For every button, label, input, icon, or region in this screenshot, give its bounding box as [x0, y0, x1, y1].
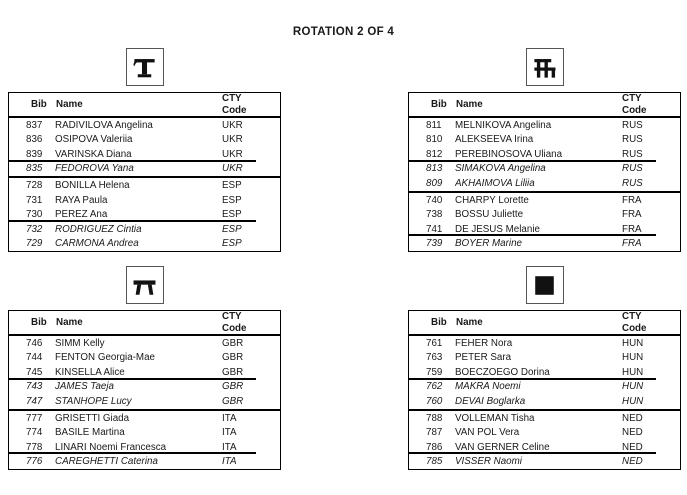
column-header-bib: Bib: [31, 317, 47, 328]
country-code: RUS: [622, 148, 643, 160]
country-code: ITA: [222, 427, 237, 439]
country-code: FRA: [622, 223, 642, 235]
table-row: [409, 454, 680, 469]
table-row: [409, 118, 680, 133]
table-row: [9, 133, 280, 148]
table-row: [9, 147, 280, 162]
table-row: [9, 162, 280, 177]
bib-number: 741: [426, 223, 443, 235]
gymnast-name: CAREGHETTI Caterina: [55, 456, 158, 468]
country-code: RUS: [622, 163, 643, 175]
bib-number: 788: [426, 412, 443, 424]
country-group: [9, 118, 280, 176]
country-code: FRA: [622, 238, 642, 250]
country-code: ESP: [222, 194, 242, 206]
gymnast-name: CARMONA Andrea: [55, 238, 139, 250]
gymnast-name: RADIVILOVA Angelina: [55, 119, 153, 131]
country-code: FRA: [622, 194, 642, 206]
gymnast-name: AKHAIMOVA Liliia: [455, 177, 535, 189]
uneven-bars-icon: [526, 48, 564, 86]
bib-number: 738: [426, 209, 443, 221]
table-row: [9, 351, 280, 366]
country-group: [409, 191, 680, 251]
gymnast-name: PEREZ Ana: [55, 209, 108, 221]
gymnast-name: BOSSU Juliette: [455, 209, 524, 221]
gymnast-name: JAMES Taeja: [55, 381, 114, 393]
table-row: [9, 178, 280, 193]
table-row: [409, 176, 680, 191]
page-title: ROTATION 2 OF 4: [292, 26, 395, 38]
country-code: HUN: [622, 352, 644, 364]
country-code: GBR: [222, 395, 244, 407]
gymnast-name: SIMM Kelly: [55, 337, 105, 349]
country-code: GBR: [222, 366, 244, 378]
start-list-table: [8, 92, 281, 252]
table-row: [9, 380, 280, 395]
table-row: [9, 193, 280, 208]
country-code: UKR: [222, 119, 243, 131]
table-header: [409, 93, 680, 118]
table-row: [409, 236, 680, 251]
bib-number: 760: [426, 395, 443, 407]
column-header-name: Name: [456, 99, 483, 110]
country-code: ITA: [222, 456, 237, 468]
column-header-bib: Bib: [431, 99, 447, 110]
gymnast-name: DEVAI Boglarka: [455, 395, 526, 407]
gymnast-name: VARINSKA Diana: [55, 148, 132, 160]
bib-number: 813: [426, 163, 443, 175]
table-row: [409, 394, 680, 409]
bib-number: 809: [426, 177, 443, 189]
bib-number: 732: [26, 223, 43, 235]
gymnast-name: FEDOROVA Yana: [55, 163, 134, 175]
bib-number: 777: [26, 412, 43, 424]
gymnast-name: VOLLEMAN Tisha: [455, 412, 535, 424]
column-header-bib: Bib: [431, 317, 447, 328]
gymnast-name: LINARI Noemi Francesca: [55, 441, 167, 453]
table-row: [9, 425, 280, 440]
gymnast-name: CHARPY Lorette: [455, 194, 529, 206]
country-code: ESP: [222, 209, 242, 221]
gymnast-name: STANHOPE Lucy: [55, 395, 132, 407]
country-code: UKR: [222, 163, 243, 175]
bib-number: 774: [26, 427, 43, 439]
table-row: [9, 118, 280, 133]
table-row: [9, 411, 280, 426]
bib-number: 763: [426, 352, 443, 364]
gymnast-name: GRISETTI Giada: [55, 412, 130, 424]
table-body: [9, 118, 280, 251]
gymnast-name: RODRIGUEZ Cintia: [55, 223, 142, 235]
start-list-table: [8, 310, 281, 470]
bib-number: 778: [26, 441, 43, 453]
country-code: UKR: [222, 134, 243, 146]
country-code: RUS: [622, 177, 643, 189]
gymnast-name: SIMAKOVA Angelina: [455, 163, 546, 175]
gymnast-name: MELNIKOVA Angelina: [455, 119, 552, 131]
column-header-cty: CTY Code: [222, 93, 247, 116]
section-balance-beam: [8, 266, 281, 470]
country-code: ITA: [222, 412, 237, 424]
country-group: [409, 118, 680, 191]
gymnast-name: VISSER Naomi: [455, 456, 522, 468]
balance-beam-icon: [126, 266, 164, 304]
apparatus-icon-wrap: [8, 48, 281, 86]
gymnast-name: BOYER Marine: [455, 238, 522, 250]
bib-number: 762: [426, 381, 443, 393]
country-code: HUN: [622, 395, 644, 407]
bib-number: 761: [426, 337, 443, 349]
bib-number: 729: [26, 238, 43, 250]
gymnast-name: MAKRA Noemi: [455, 381, 521, 393]
table-row: [9, 440, 280, 455]
table-row: [409, 425, 680, 440]
bib-number: 740: [426, 194, 443, 206]
country-code: GBR: [222, 352, 244, 364]
bib-number: 747: [26, 395, 43, 407]
country-group: [9, 409, 280, 469]
country-code: NED: [622, 412, 643, 424]
gymnast-name: RAYA Paula: [55, 194, 108, 206]
country-group: [409, 336, 680, 409]
table-row: [409, 222, 680, 237]
table-row: [409, 365, 680, 380]
country-code: ESP: [222, 179, 242, 191]
column-header-cty: CTY Code: [222, 311, 247, 334]
bib-number: 776: [26, 456, 43, 468]
country-code: GBR: [222, 337, 244, 349]
bib-number: 728: [26, 179, 43, 191]
table-row: [409, 133, 680, 148]
gymnast-name: PEREBINOSOVA Uliana: [455, 148, 563, 160]
bib-number: 786: [426, 441, 443, 453]
table-row: [9, 394, 280, 409]
table-header: [9, 93, 280, 118]
start-list-table: [408, 310, 681, 470]
country-code: ESP: [222, 223, 242, 235]
bib-number: 836: [26, 134, 43, 146]
gymnast-name: KINSELLA Alice: [55, 366, 125, 378]
table-header: [9, 311, 280, 336]
table-row: [409, 162, 680, 177]
bib-number: 787: [426, 427, 443, 439]
table-row: [409, 147, 680, 162]
table-row: [409, 351, 680, 366]
gymnast-name: VAN GERNER Celine: [455, 441, 550, 453]
gymnast-name: DE JESUS Melanie: [455, 223, 540, 235]
apparatus-icon-wrap: [8, 266, 281, 304]
gymnast-name: BASILE Martina: [55, 427, 125, 439]
table-row: [409, 336, 680, 351]
column-header-cty: CTY Code: [622, 93, 647, 116]
country-group: [9, 176, 280, 251]
country-code: ITA: [222, 441, 237, 453]
table-row: [409, 380, 680, 395]
country-code: NED: [622, 456, 643, 468]
column-header-cty: CTY Code: [622, 311, 647, 334]
bib-number: 810: [426, 134, 443, 146]
gymnast-name: OSIPOVA Valeriia: [55, 134, 133, 146]
country-code: GBR: [222, 381, 244, 393]
floor-icon: [526, 266, 564, 304]
start-list-table: [408, 92, 681, 252]
bib-number: 745: [26, 366, 43, 378]
apparatus-icon-wrap: [408, 48, 681, 86]
table-body: [9, 336, 280, 469]
column-header-name: Name: [56, 317, 83, 328]
table-row: [9, 236, 280, 251]
gymnast-name: FENTON Georgia-Mae: [55, 352, 155, 364]
gymnast-name: BOECZOEGO Dorina: [455, 366, 550, 378]
bib-number: 739: [426, 238, 443, 250]
country-code: RUS: [622, 134, 643, 146]
table-body: [409, 118, 680, 251]
bib-number: 731: [26, 194, 43, 206]
table-row: [9, 222, 280, 237]
table-row: [9, 365, 280, 380]
bib-number: 759: [426, 366, 443, 378]
column-header-bib: Bib: [31, 99, 47, 110]
table-row: [409, 193, 680, 208]
gymnast-name: FEHER Nora: [455, 337, 513, 349]
section-uneven-bars: [408, 48, 681, 252]
bib-number: 839: [26, 148, 43, 160]
column-header-name: Name: [56, 99, 83, 110]
country-code: NED: [622, 427, 643, 439]
bib-number: 743: [26, 381, 43, 393]
bib-number: 812: [426, 148, 443, 160]
country-code: HUN: [622, 337, 644, 349]
country-code: HUN: [622, 366, 644, 378]
table-row: [9, 207, 280, 222]
bib-number: 835: [26, 163, 43, 175]
country-group: [409, 409, 680, 469]
section-floor: [408, 266, 681, 470]
table-body: [409, 336, 680, 469]
bib-number: 746: [26, 337, 43, 349]
country-code: RUS: [622, 119, 643, 131]
bib-number: 785: [426, 456, 443, 468]
column-header-name: Name: [456, 317, 483, 328]
gymnast-name: BONILLA Helena: [55, 179, 130, 191]
table-header: [409, 311, 680, 336]
gymnast-name: VAN POL Vera: [455, 427, 520, 439]
section-vault: [8, 48, 281, 252]
bib-number: 744: [26, 352, 43, 364]
table-row: [409, 411, 680, 426]
country-group: [9, 336, 280, 409]
country-code: FRA: [622, 209, 642, 221]
country-code: HUN: [622, 381, 644, 393]
bib-number: 837: [26, 119, 43, 131]
gymnast-name: ALEKSEEVA Irina: [455, 134, 534, 146]
bib-number: 730: [26, 209, 43, 221]
country-code: UKR: [222, 148, 243, 160]
country-code: ESP: [222, 238, 242, 250]
table-row: [9, 454, 280, 469]
apparatus-icon-wrap: [408, 266, 681, 304]
vault-icon: [126, 48, 164, 86]
table-row: [409, 207, 680, 222]
table-row: [409, 440, 680, 455]
table-row: [9, 336, 280, 351]
gymnast-name: PETER Sara: [455, 352, 512, 364]
bib-number: 811: [426, 119, 442, 131]
country-code: NED: [622, 441, 643, 453]
